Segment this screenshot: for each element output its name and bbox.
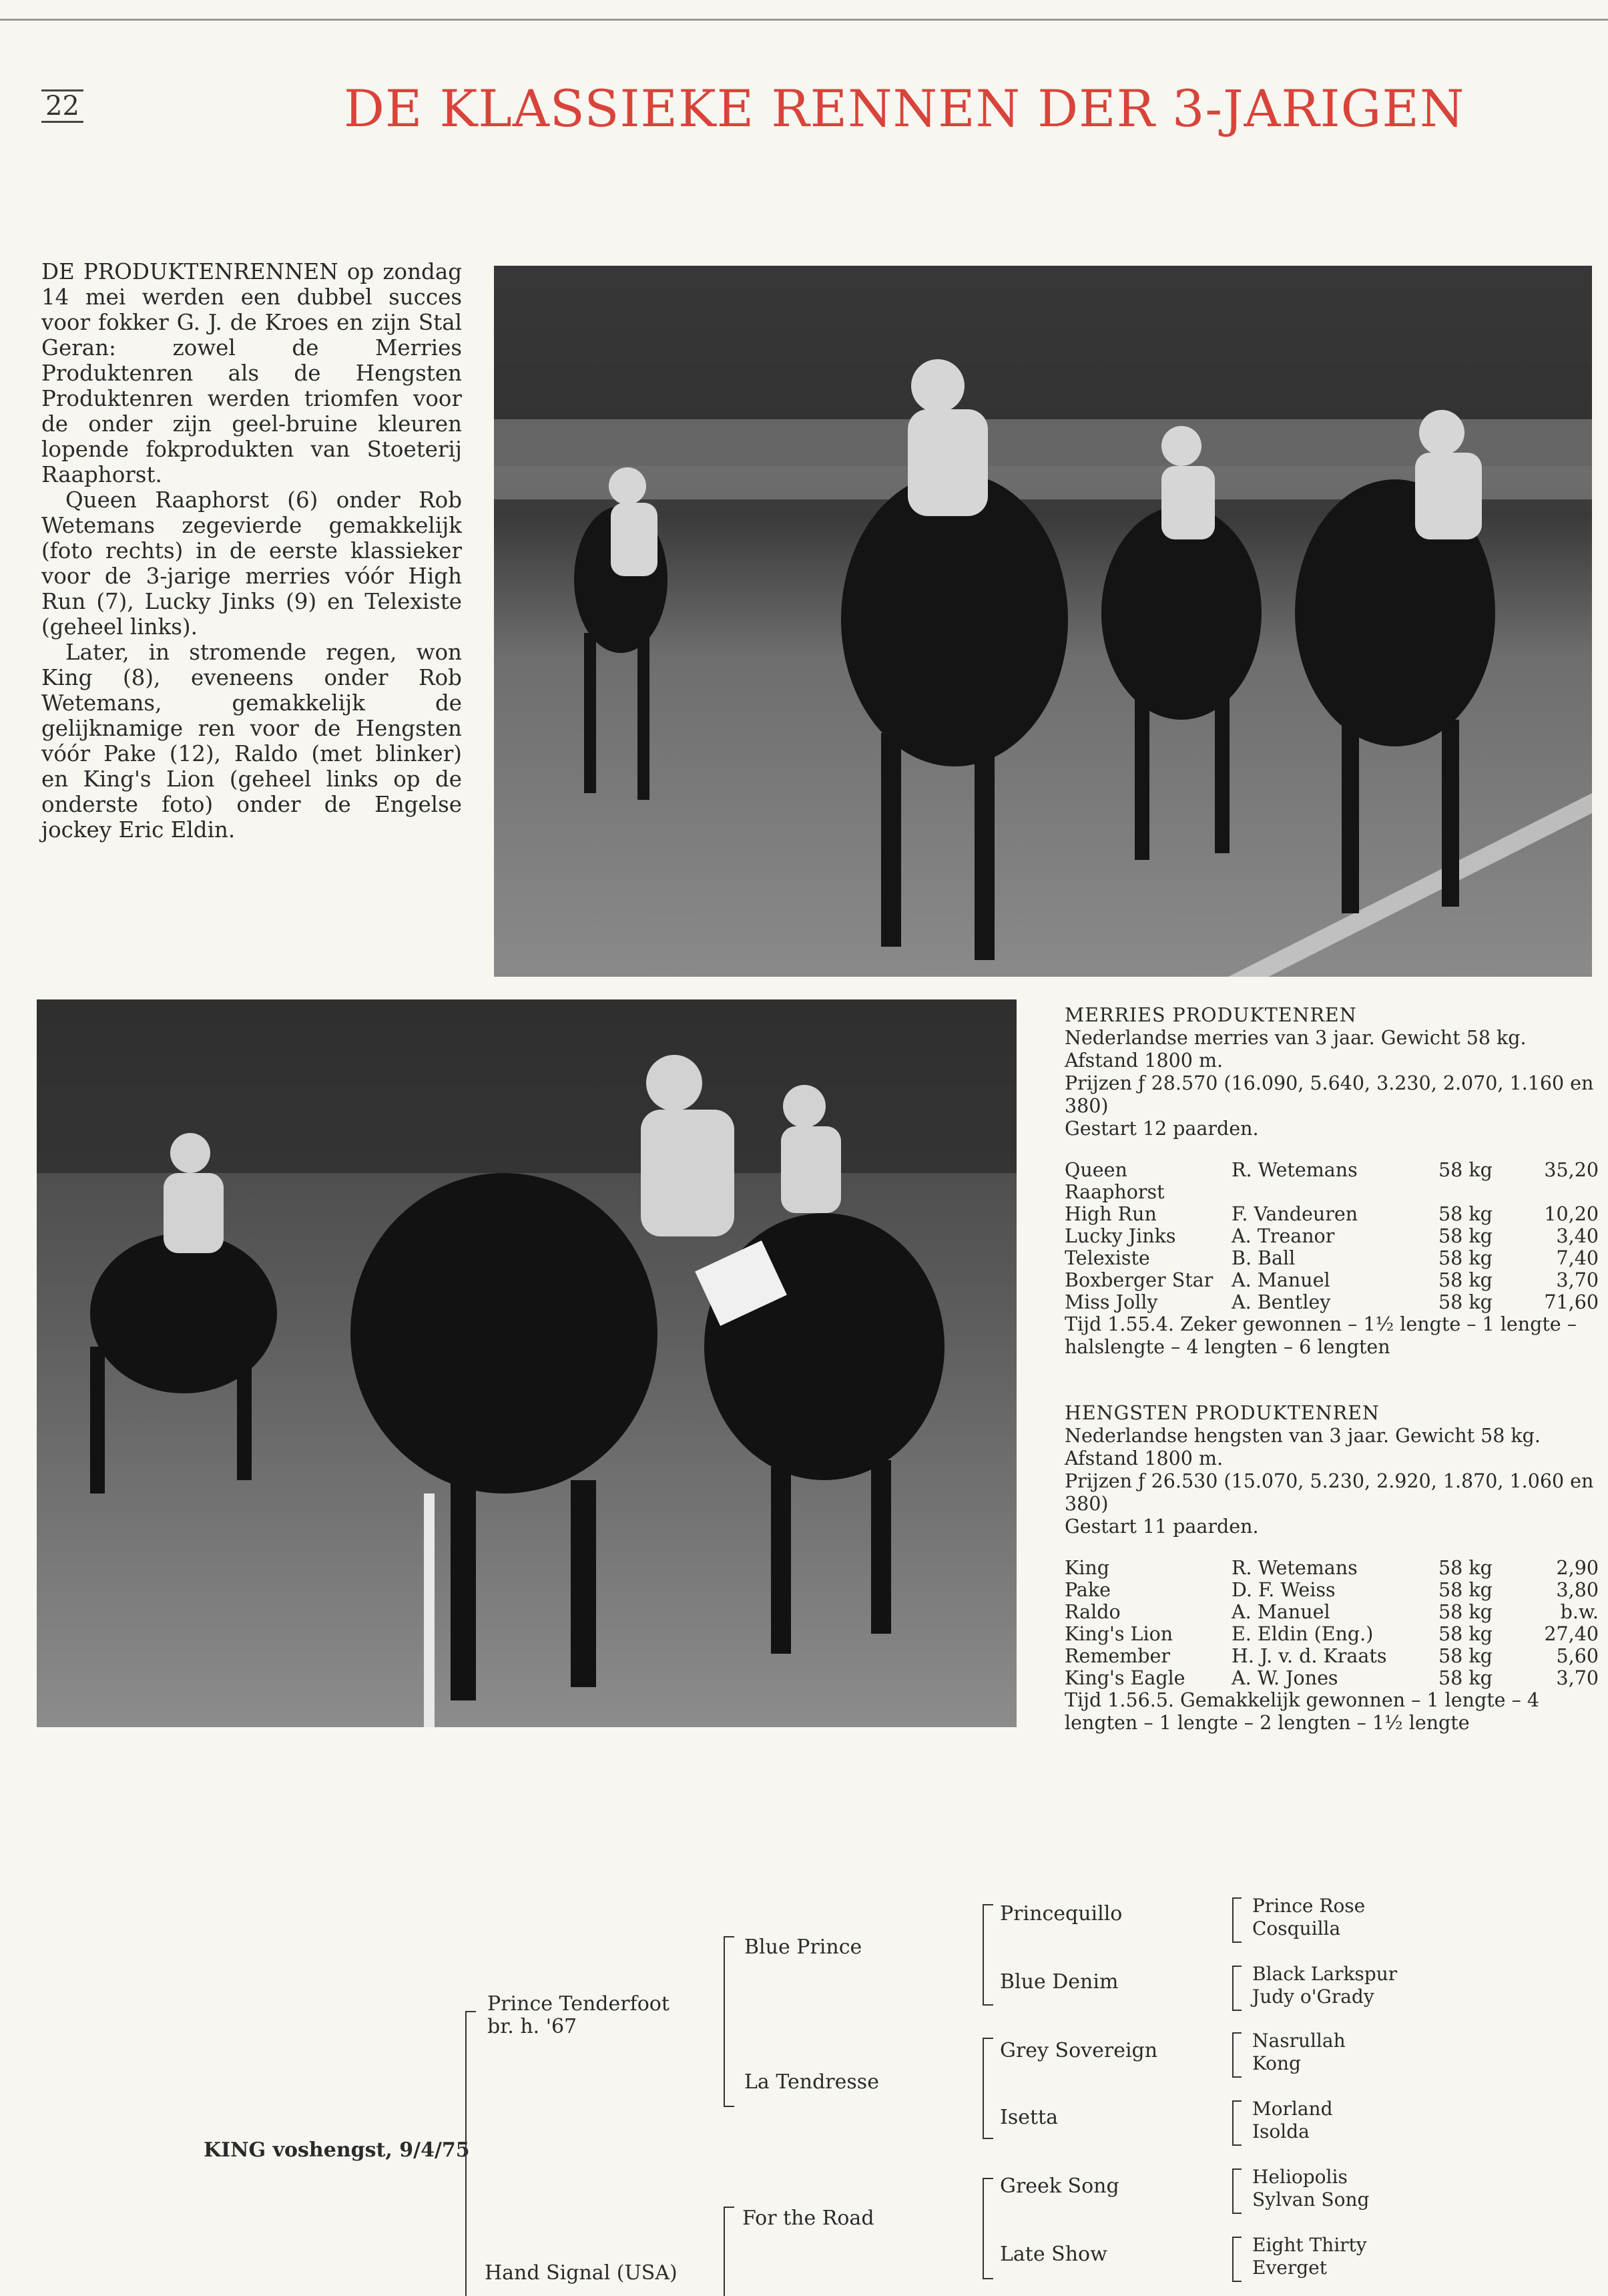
result-row (1065, 1667, 1599, 1689)
stallions-conditions: Nederlandse hengsten van 3 jaar. Gewicht 58 kg. Afstand 1800 m. (1065, 1425, 1541, 1469)
result-row (1065, 1623, 1599, 1645)
pedigree-gen4-name: Judy o'Grady (1252, 1986, 1374, 2008)
pedigree-bracket-for-the-road (983, 2178, 993, 2279)
stallions-results (1065, 1402, 1599, 1735)
pedigree-bracket-gen1 (465, 2011, 476, 2296)
result-odds: 10,20 (1544, 1203, 1599, 1225)
pedigree-dam: Hand Signal (USA) (485, 2261, 678, 2285)
result-jockey: A. Manuel (1232, 1269, 1330, 1291)
result-row (1065, 1159, 1599, 1203)
pedigree-gen3-2: Blue Denim (1000, 1970, 1119, 1994)
intro-paragraph-1: DE PRODUKTENRENNEN op zondag 14 mei werden een dubbel succes voor fokker G. J. de Kroes en zijn Stal Geran: zowel de Merries Produktenren als de Hengsten Produktenren werden triomfen voor de onder zijn geel-bruine kleuren lopende fokprodukten van Stoeterij Raaphorst. (41, 259, 462, 487)
pedigree-bracket-gen4 (1232, 1897, 1242, 1943)
stallions-time: Tijd 1.56.5. Gemakkelijk gewonnen – 1 lengte – 4 lengten – 1 lengte – 2 lengten – 1½ lengte (1065, 1689, 1540, 1734)
stallions-starters: Gestart 11 paarden. (1065, 1516, 1259, 1538)
result-jockey: D. F. Weiss (1232, 1579, 1336, 1601)
page-title: DE KLASSIEKE RENNEN DER 3-JARIGEN (344, 79, 1465, 138)
result-jockey: H. J. v. d. Kraats (1232, 1645, 1387, 1667)
result-jockey: A. Bentley (1232, 1291, 1331, 1313)
result-row (1065, 1291, 1599, 1313)
pedigree-gen4-name: Nasrullah (1252, 2030, 1346, 2052)
result-horse: King's Lion (1065, 1623, 1173, 1645)
result-weight: 58 kg (1438, 1291, 1493, 1313)
result-horse: Remember (1065, 1645, 1170, 1667)
result-row (1065, 1247, 1599, 1269)
result-weight: 58 kg (1438, 1225, 1493, 1247)
result-weight: 58 kg (1438, 1159, 1493, 1181)
result-row (1065, 1601, 1599, 1623)
pedigree-sire-info: br. h. '67 (487, 2015, 577, 2038)
mares-heading: MERRIES PRODUKTENREN (1065, 1004, 1357, 1026)
pedigree-gen4-name: Sylvan Song (1252, 2189, 1370, 2211)
result-weight: 58 kg (1438, 1579, 1493, 1601)
pedigree-subject: KING voshengst, 9/4/75 (204, 2138, 470, 2162)
mares-results (1065, 1004, 1599, 1359)
pedigree-bracket-gen4 (1232, 2032, 1242, 2078)
pedigree-gen4-name: Everget (1252, 2257, 1327, 2279)
result-odds: 3,80 (1556, 1579, 1599, 1601)
result-weight: 58 kg (1438, 1601, 1493, 1623)
pedigree-sire: Prince Tenderfoot (487, 1992, 669, 2016)
pedigree-gen3-5: Greek Song (1000, 2174, 1119, 2198)
result-weight: 58 kg (1438, 1203, 1493, 1225)
intro-paragraph-2: Queen Raaphorst (6) onder Rob Wetemans zegevierde gemakkelijk (foto rechts) in de eerste klassieker voor de 3-jarige merries vóór High Run (7), Lucky Jinks (9) en Telexiste (geheel links). (41, 487, 462, 640)
mares-time: Tijd 1.55.4. Zeker gewonnen – 1½ lengte – 1 lengte – halslengte – 4 lengten – 6 lengten (1065, 1313, 1577, 1358)
result-horse: Telexiste (1065, 1247, 1150, 1269)
result-odds: 3,70 (1556, 1269, 1599, 1291)
result-horse: Lucky Jinks (1065, 1225, 1176, 1247)
pedigree-gen4-name: Isolda (1252, 2120, 1310, 2142)
result-horse: King (1065, 1557, 1110, 1579)
result-weight: 58 kg (1438, 1645, 1493, 1667)
result-row (1065, 1203, 1599, 1225)
pedigree-gen3-1: Princequillo (1000, 1902, 1123, 1925)
result-row (1065, 1557, 1599, 1579)
mares-race-photo (494, 266, 1592, 977)
result-horse: Miss Jolly (1065, 1291, 1158, 1313)
result-jockey: B. Ball (1232, 1247, 1296, 1269)
result-jockey: F. Vandeuren (1232, 1203, 1358, 1225)
result-weight: 58 kg (1438, 1269, 1493, 1291)
result-jockey: E. Eldin (Eng.) (1232, 1623, 1374, 1645)
result-weight: 58 kg (1438, 1557, 1493, 1579)
pedigree-gen4-name: Kong (1252, 2052, 1301, 2074)
mares-starters: Gestart 12 paarden. (1065, 1118, 1259, 1140)
pedigree-gen4-name: Morland (1252, 2098, 1333, 2120)
result-jockey: A. W. Jones (1232, 1667, 1338, 1689)
pedigree-gen3-4: Isetta (1000, 2106, 1058, 2129)
result-weight: 58 kg (1438, 1247, 1493, 1269)
mares-prizes: Prijzen ƒ 28.570 (16.090, 5.640, 3.230, 2.070, 1.160 en 380) (1065, 1072, 1594, 1117)
result-row (1065, 1645, 1599, 1667)
pedigree-gen4-name: Black Larkspur (1252, 1963, 1398, 1985)
pedigree-gen4-name: Cosquilla (1252, 1917, 1341, 1939)
result-odds: 7,40 (1556, 1247, 1599, 1269)
result-weight: 58 kg (1438, 1667, 1493, 1689)
result-row (1065, 1225, 1599, 1247)
pedigree-bracket-la-tendresse (983, 2038, 993, 2139)
result-odds: 3,70 (1556, 1667, 1599, 1689)
stallions-heading: HENGSTEN PRODUKTENREN (1065, 1402, 1380, 1424)
pedigree-bracket-dam (724, 2207, 734, 2296)
result-odds: b.w. (1560, 1601, 1599, 1623)
pedigree-bracket-gen4 (1232, 2100, 1242, 2146)
result-weight: 58 kg (1438, 1623, 1493, 1645)
pedigree-sire-sire: Blue Prince (744, 1935, 862, 1959)
pedigree-gen4-name: Heliopolis (1252, 2166, 1348, 2188)
top-rule (0, 19, 1608, 21)
pedigree-bracket-sire (724, 1936, 734, 2107)
intro-text (41, 259, 462, 843)
result-horse: High Run (1065, 1203, 1157, 1225)
pedigree-gen4-name: Prince Rose (1252, 1895, 1366, 1917)
stallions-race-photo (37, 999, 1017, 1727)
result-horse: Raldo (1065, 1601, 1121, 1623)
pedigree-gen3-3: Grey Sovereign (1000, 2039, 1158, 2062)
pedigree-gen4-name: Eight Thirty (1252, 2234, 1367, 2256)
result-row (1065, 1269, 1599, 1291)
result-jockey: A. Treanor (1232, 1225, 1335, 1247)
result-odds: 5,60 (1556, 1645, 1599, 1667)
result-odds: 35,20 (1544, 1159, 1599, 1181)
result-odds: 27,40 (1544, 1623, 1599, 1645)
result-horse: Queen Raaphorst (1065, 1159, 1165, 1203)
mares-conditions: Nederlandse merries van 3 jaar. Gewicht 58 kg. Afstand 1800 m. (1065, 1027, 1527, 1072)
result-odds: 3,40 (1556, 1225, 1599, 1247)
pedigree-bracket-gen4 (1232, 2237, 1242, 2282)
pedigree-bracket-blue-prince (983, 1904, 993, 2006)
pedigree-bracket-gen4 (1232, 2168, 1242, 2214)
result-horse: King's Eagle (1065, 1667, 1185, 1689)
intro-paragraph-3: Later, in stromende regen, won King (8), eveneens onder Rob Wetemans, gemakkelijk de gelijknamige ren voor de Hengsten vóór Pake (12), Raldo (met blinker) en King's Lion (geheel links op de onderste foto) onder de Engelse jockey Eric Eldin. (41, 640, 462, 843)
pedigree-sire-dam: La Tendresse (744, 2070, 879, 2094)
mares-results-table (1065, 1159, 1599, 1313)
result-horse: Boxberger Star (1065, 1269, 1214, 1291)
pedigree-gen3-6: Late Show (1000, 2243, 1107, 2266)
result-row (1065, 1579, 1599, 1601)
result-odds: 71,60 (1544, 1291, 1599, 1313)
result-horse: Pake (1065, 1579, 1111, 1601)
result-odds: 2,90 (1556, 1557, 1599, 1579)
pedigree-bracket-gen4 (1232, 1966, 1242, 2011)
result-jockey: A. Manuel (1232, 1601, 1330, 1623)
stallions-prizes: Prijzen ƒ 26.530 (15.070, 5.230, 2.920, 1.870, 1.060 en 380) (1065, 1470, 1594, 1515)
result-jockey: R. Wetemans (1232, 1557, 1358, 1579)
stallions-results-table (1065, 1557, 1599, 1689)
pedigree-dam-sire: For the Road (742, 2207, 874, 2230)
page-number: 22 (41, 89, 83, 123)
result-jockey: R. Wetemans (1232, 1159, 1358, 1181)
